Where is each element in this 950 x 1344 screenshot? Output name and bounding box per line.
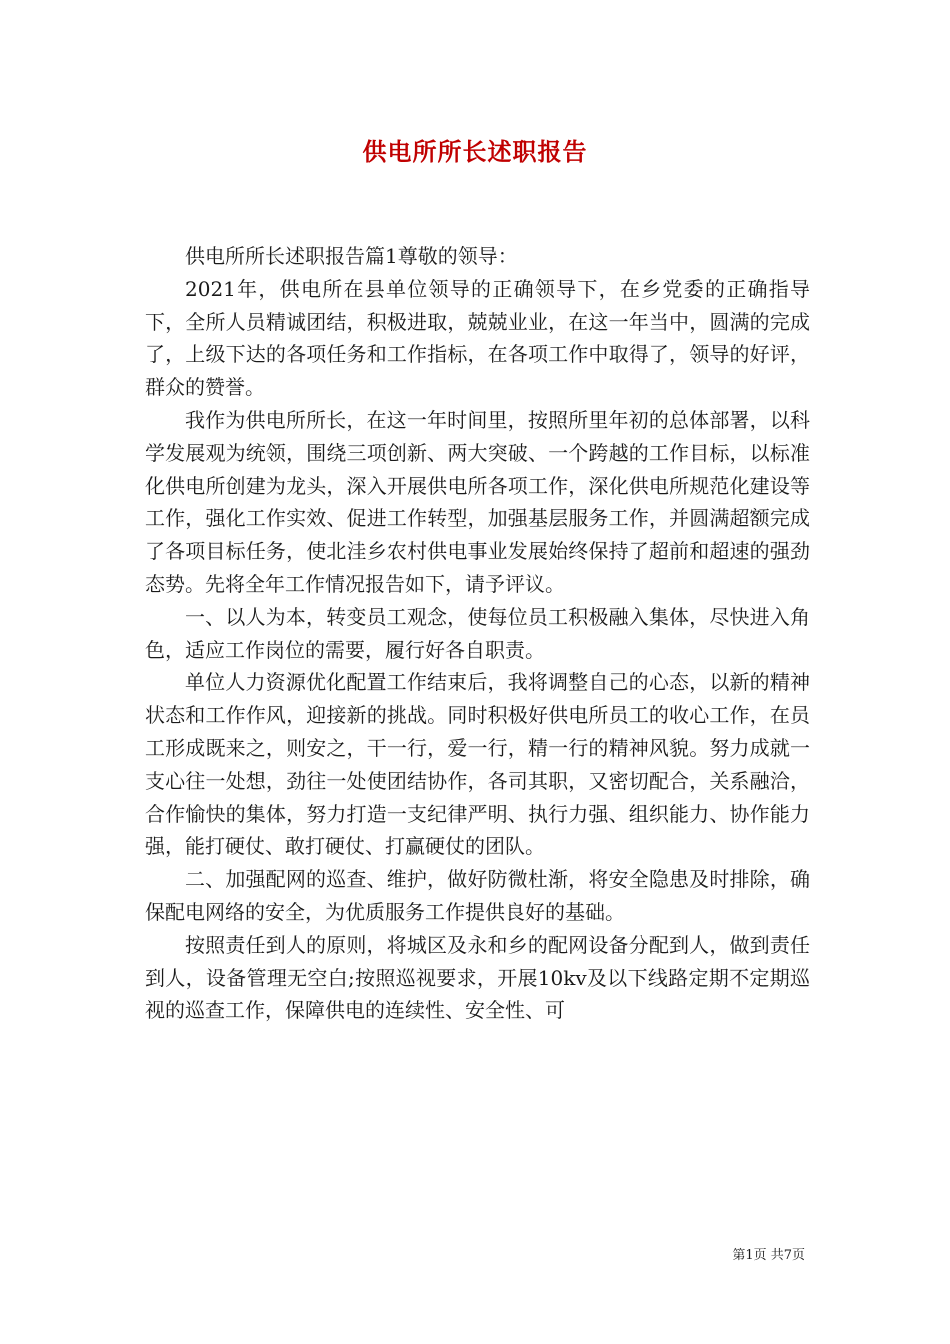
document-body	[145, 240, 810, 1027]
body-paragraph: 一、以人为本，转变员工观念，使每位员工积极融入集体，尽快进入角色，适应工作岗位的需要，履行好各自职责。	[145, 604, 810, 662]
body-paragraph: 单位人力资源优化配置工作结束后，我将调整自己的心态，以新的精神状态和工作作风，迎接新的挑战。同时积极好供电所员工的收心工作，在员工形成既来之，则安之，干一行，爱一行，精一行的精神风貌。努力成就一支心往一处想，劲往一处使团结协作，各司其职，又密切配合，关系融洽，合作愉快的集体，努力打造一支纪律严明、执行力强、组织能力、协作能力强，能打硬仗、敢打硬仗、打赢硬仗的团队。	[145, 670, 810, 859]
body-paragraph: 二、加强配网的巡查、维护，做好防微杜渐，将安全隐患及时排除，确保配电网络的安全，为优质服务工作提供良好的基础。	[145, 867, 810, 924]
body-paragraph: 我作为供电所所长，在这一年时间里，按照所里年初的总体部署，以科学发展观为统领，围绕三项创新、两大突破、一个跨越的工作目标，以标准化供电所创建为龙头，深入开展供电所各项工作，深化供电所规范化建设等工作，强化工作实效、促进工作转型，加强基层服务工作，并圆满超额完成了各项目标任务，使北洼乡农村供电事业发展始终保持了超前和超速的强劲态势。先将全年工作情况报告如下，请予评议。	[145, 407, 810, 596]
document-title: 供电所所长述职报告	[362, 137, 588, 166]
body-paragraph: 按照责任到人的原则，将城区及永和乡的配网设备分配到人，做到责任到人，设备管理无空白;按照巡视要求，开展10kv及以下线路定期不定期巡视的巡查工作，保障供电的连续性、安全性、可	[145, 932, 810, 1023]
page-number-footer: 第1页 共7页	[732, 1248, 805, 1263]
body-paragraph: 2021年，供电所在县单位领导的正确领导下，在乡党委的正确指导下，全所人员精诚团结，积极进取，兢兢业业，在这一年当中，圆满的完成了，上级下达的各项任务和工作指标，在各项工作中取得了，领导的好评，群众的赞誉。	[145, 276, 810, 400]
body-paragraph: 供电所所长述职报告篇1尊敬的领导：	[185, 244, 518, 268]
